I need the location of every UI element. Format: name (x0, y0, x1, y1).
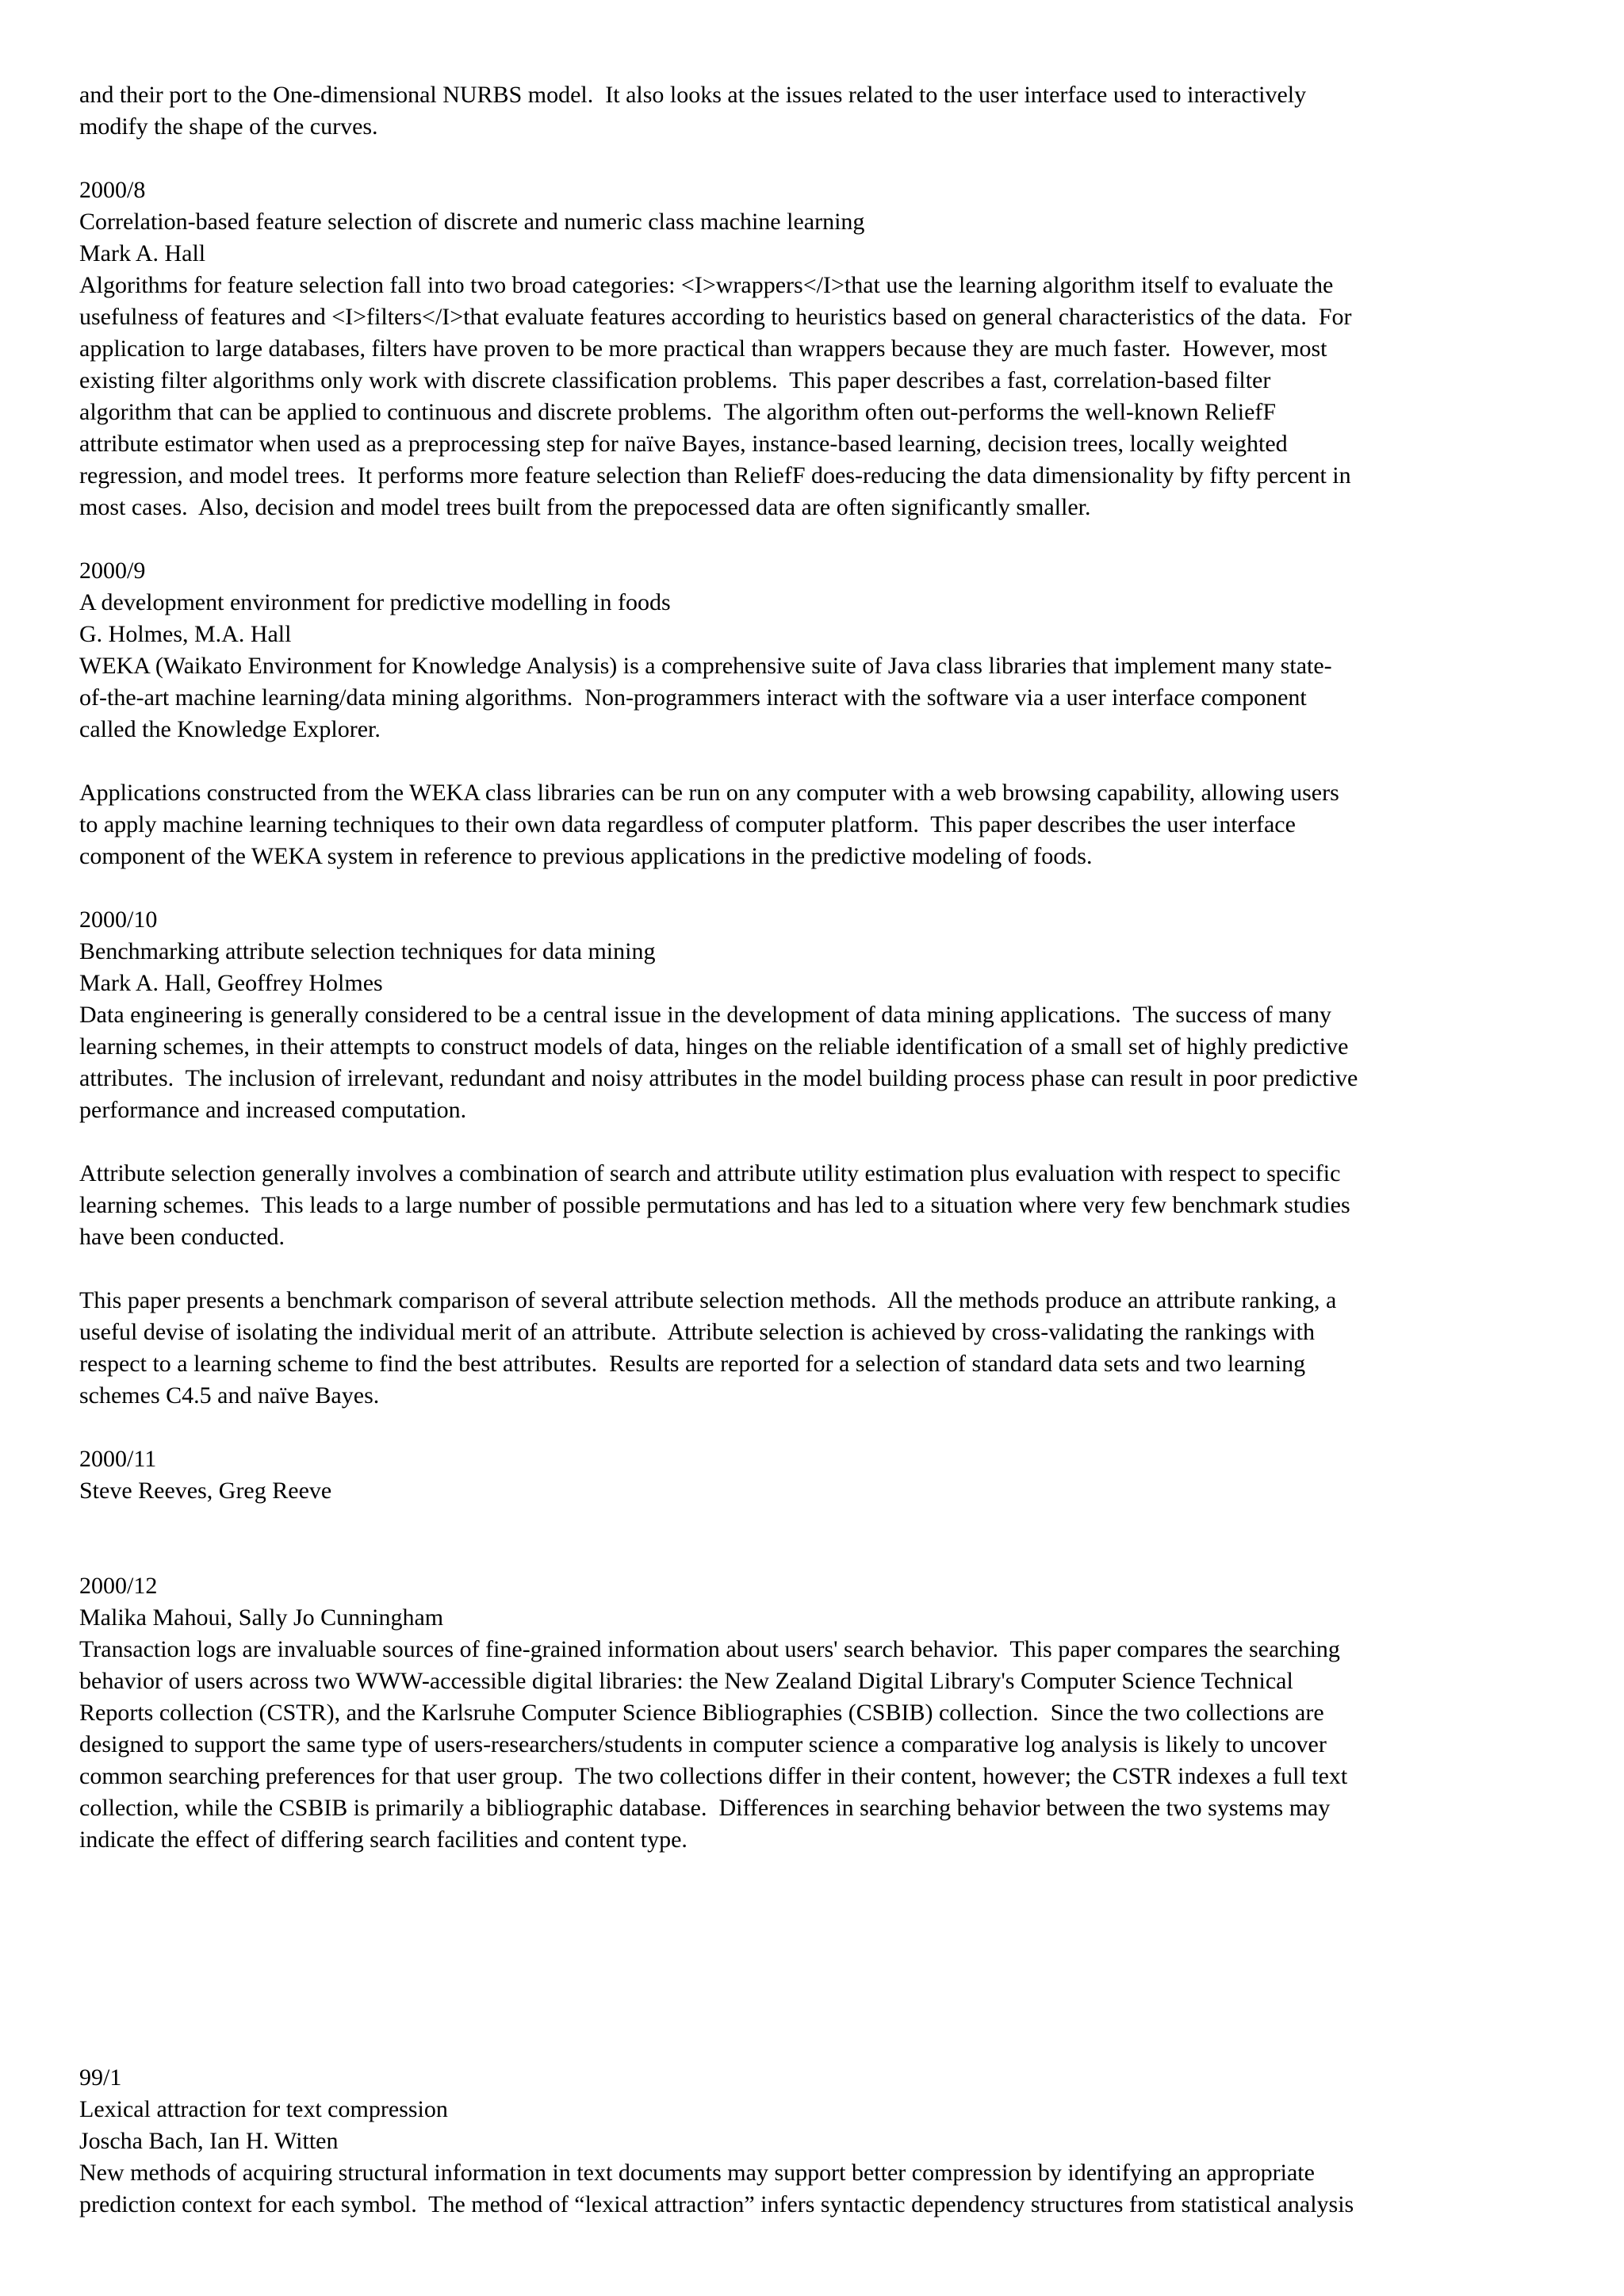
abstract-line: prediction context for each symbol. The method of “lexical attraction” infers syntactic dependency structures from statistical analysis (79, 2191, 1354, 2217)
abstract-paragraph (79, 777, 1570, 872)
abstract-paragraph (79, 650, 1570, 746)
abstract-paragraph (79, 2157, 1570, 2221)
abstract-line: designed to support the same type of users-researchers/students in computer science a comparative log analysis is likely to uncover (79, 1731, 1327, 1757)
entry-authors: G. Holmes, M.A. Hall (79, 621, 292, 647)
entry-id: 2000/10 (79, 907, 158, 933)
abstract-line: attributes. The inclusion of irrelevant, redundant and noisy attributes in the model building process phase can result in poor predictive (79, 1065, 1358, 1091)
entry-title: Benchmarking attribute selection techniques for data mining (79, 938, 656, 964)
abstract-line: Algorithms for feature selection fall into two broad categories: <I>wrappers</I>that use the learning algorithm itself to evaluate the (79, 272, 1334, 298)
abstract-line: WEKA (Waikato Environment for Knowledge Analysis) is a comprehensive suite of Java class libraries that implement many state- (79, 653, 1332, 679)
entry-2000-8 (79, 174, 1570, 523)
entry-authors: Steve Reeves, Greg Reeve (79, 1478, 332, 1504)
entry-authors: Mark A. Hall (79, 240, 206, 266)
entry-id: 2000/8 (79, 177, 146, 203)
abstract-line: respect to a learning scheme to find the best attributes. Results are reported for a selection of standard data sets and two learning (79, 1351, 1306, 1377)
entry-id: 2000/9 (79, 558, 146, 584)
entry-id: 2000/11 (79, 1446, 157, 1472)
abstract-line: Applications constructed from the WEKA class libraries can be run on any computer with a web browsing capability, allowing users (79, 780, 1339, 806)
abstract-line: application to large databases, filters have proven to be more practical than wrappers because they are much faster. However, most (79, 335, 1327, 362)
abstract-line: most cases. Also, decision and model trees built from the prepocessed data are often significantly smaller. (79, 494, 1091, 520)
abstract-line: indicate the effect of differing search facilities and content type. (79, 1826, 688, 1853)
abstract-paragraph (79, 999, 1570, 1126)
entry-title: Correlation-based feature selection of discrete and numeric class machine learning (79, 209, 865, 235)
abstract-line: Reports collection (CSTR), and the Karlsruhe Computer Science Bibliographies (CSBIB) collection. Since the two collections are (79, 1700, 1324, 1726)
entry-authors: Joscha Bach, Ian H. Witten (79, 2128, 339, 2154)
abstract-paragraph (79, 270, 1570, 523)
abstract-line: New methods of acquiring structural information in text documents may support better compression by identifying an appropriate (79, 2160, 1315, 2186)
abstract-line: collection, while the CSBIB is primarily a bibliographic database. Differences in searching behavior between the two systems may (79, 1795, 1331, 1821)
abstract-line: common searching preferences for that user group. The two collections differ in their content, however; the CSTR indexes a full text (79, 1763, 1348, 1789)
abstract-line: schemes C4.5 and naïve Bayes. (79, 1382, 380, 1409)
entry-2000-10 (79, 904, 1570, 1412)
abstract-line: learning schemes. This leads to a large number of possible permutations and has led to a situation where very few benchmark studies (79, 1192, 1350, 1218)
abstract-line: regression, and model trees. It performs more feature selection than ReliefF does-reducing the data dimensionality by fifty percent in (79, 462, 1351, 489)
entry-authors: Malika Mahoui, Sally Jo Cunningham (79, 1604, 444, 1631)
abstract-line: component of the WEKA system in reference to previous applications in the predictive modeling of foods. (79, 843, 1093, 869)
entry-id: 99/1 (79, 2064, 122, 2091)
intro-line: modify the shape of the curves. (79, 113, 378, 140)
abstract-line: Data engineering is generally considered to be a central issue in the development of data mining applications. The success of many (79, 1002, 1331, 1028)
entry-title: A development environment for predictive modelling in foods (79, 589, 671, 615)
intro-paragraph (79, 79, 1570, 143)
abstract-line: Attribute selection generally involves a combination of search and attribute utility estimation plus evaluation with respect to specific (79, 1160, 1341, 1186)
abstract-line: of-the-art machine learning/data mining algorithms. Non-programmers interact with the software via a user interface component (79, 684, 1307, 711)
entry-title: Lexical attraction for text compression (79, 2096, 448, 2122)
entry-2000-11 (79, 1443, 1570, 1507)
abstract-line: algorithm that can be applied to continuous and discrete problems. The algorithm often out-performs the well-known ReliefF (79, 399, 1277, 425)
entry-authors: Mark A. Hall, Geoffrey Holmes (79, 970, 383, 996)
abstract-paragraph (79, 1158, 1570, 1253)
entry-2000-9 (79, 555, 1570, 872)
intro-line: and their port to the One-dimensional NURBS model. It also looks at the issues related to the user interface used to interactively (79, 82, 1307, 108)
abstract-line: useful devise of isolating the individual merit of an attribute. Attribute selection is achieved by cross-validating the rankings with (79, 1319, 1315, 1345)
abstract-line: behavior of users across two WWW-accessible digital libraries: the New Zealand Digital Library's Computer Science Technical (79, 1668, 1293, 1694)
entry-99-1 (79, 2062, 1570, 2221)
abstract-line: existing filter algorithms only work with discrete classification problems. This paper describes a fast, correlation-based filter (79, 367, 1271, 393)
abstract-line: Transaction logs are invaluable sources of fine-grained information about users' search behavior. This paper compares the searching (79, 1636, 1340, 1662)
abstract-line: This paper presents a benchmark comparison of several attribute selection methods. All the methods produce an attribute ranking, a (79, 1287, 1337, 1313)
abstract-paragraph (79, 1634, 1570, 1856)
entry-2000-12 (79, 1570, 1570, 1856)
abstract-line: to apply machine learning techniques to their own data regardless of computer platform. This paper describes the user interface (79, 811, 1296, 838)
abstract-line: usefulness of features and <I>filters</I>that evaluate features according to heuristics based on general characteristics of the data. For (79, 304, 1352, 330)
abstract-paragraph (79, 1285, 1570, 1412)
abstract-line: have been conducted. (79, 1224, 285, 1250)
entry-id: 2000/12 (79, 1573, 158, 1599)
abstract-line: learning schemes, in their attempts to construct models of data, hinges on the reliable identification of a small set of highly predictive (79, 1033, 1349, 1060)
abstract-line: performance and increased computation. (79, 1097, 467, 1123)
abstract-line: called the Knowledge Explorer. (79, 716, 381, 742)
abstract-line: attribute estimator when used as a preprocessing step for naïve Bayes, instance-based learning, decision trees, locally weighted (79, 431, 1288, 457)
document-page (79, 79, 1570, 2221)
